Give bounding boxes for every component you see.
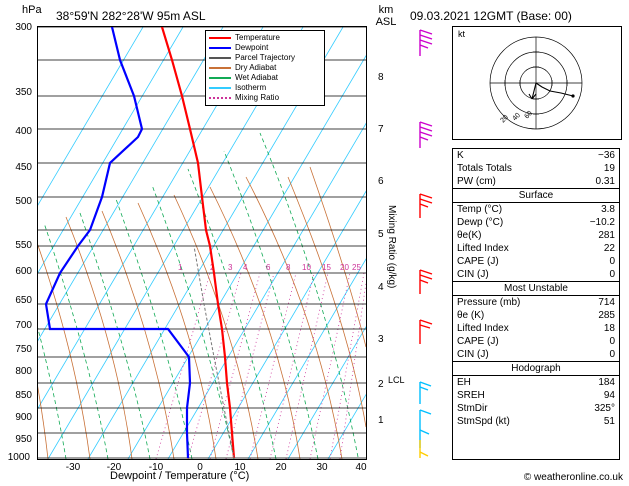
index-value-totals-totals: 19 (603, 163, 615, 174)
index-row-surface-cin (453, 268, 619, 281)
height-axis-unit: km (378, 4, 394, 16)
index-value-mu-cape: 0 (609, 336, 615, 347)
index-value-surface-dewp: −10.2 (589, 217, 615, 228)
index-value-pw: 0.31 (595, 176, 615, 187)
wind-barb-column (398, 26, 446, 460)
index-value-mu-pressure: 714 (598, 297, 615, 308)
indices-panel (452, 148, 620, 460)
index-label-mu-pressure: Pressure (mb) (457, 297, 521, 308)
index-row-surface-temp (453, 203, 619, 216)
svg-text:3: 3 (228, 263, 233, 272)
wind-barb-300 (420, 30, 432, 56)
km-tick-1: 1 (378, 415, 384, 426)
svg-text:25: 25 (352, 263, 361, 272)
section-header-surface: Surface (453, 188, 619, 203)
copyright-footer: © weatheronline.co.uk (523, 472, 623, 483)
wet-adiabat-lines (38, 133, 358, 459)
index-row-mu-thetae (453, 309, 619, 322)
pressure-tick-1000: 1000 (7, 452, 30, 463)
index-row-mu-cin (453, 348, 619, 361)
svg-text:20: 20 (340, 263, 349, 272)
legend-item-parcel (209, 53, 321, 63)
pressure-tick-300: 300 (15, 22, 32, 33)
index-row-mu-cape (453, 335, 619, 348)
index-row-pw (453, 175, 619, 188)
legend-swatch-mixing-ratio-icon (209, 97, 231, 99)
plot-legend (205, 30, 325, 106)
hodograph-trace (536, 83, 573, 96)
wind-barb-400 (420, 122, 432, 148)
pressure-tick-800: 800 (15, 366, 32, 377)
index-label-surface-temp: Temp (°C) (457, 204, 503, 215)
pressure-tick-500: 500 (15, 196, 32, 207)
legend-label-dewpoint: Dewpoint (235, 43, 269, 52)
legend-swatch-wet-adiabat-icon (209, 77, 231, 79)
index-label-k: K (457, 150, 464, 161)
legend-item-dewpoint (209, 43, 321, 53)
index-row-surface-lifted-index (453, 242, 619, 255)
temp-tick-20: 20 (275, 462, 287, 473)
pressure-tick-650: 650 (15, 295, 32, 306)
section-header-hodograph: Hodograph (453, 361, 619, 376)
pressure-tick-850: 850 (15, 390, 32, 401)
legend-item-isotherm (209, 83, 321, 93)
x-axis-title: Dewpoint / Temperature (°C) (110, 470, 250, 482)
index-row-surface-thetae (453, 229, 619, 242)
legend-swatch-dewpoint-icon (209, 47, 231, 49)
index-value-surface-lifted-index: 22 (603, 243, 615, 254)
svg-text:15: 15 (322, 263, 331, 272)
index-label-stmdir: StmDir (457, 403, 488, 414)
hodograph-svg (453, 27, 619, 137)
index-label-eh: EH (457, 377, 471, 388)
wind-barb-800 (420, 382, 431, 404)
svg-text:6: 6 (266, 263, 271, 272)
index-label-sreh: SREH (457, 390, 485, 401)
legend-swatch-isotherm-icon (209, 87, 231, 89)
station-title: 38°59'N 282°28'W 95m ASL (56, 9, 206, 23)
mixing-ratio-axis-title: Mixing Ratio (g/kg) (386, 205, 397, 289)
index-row-stmdir (453, 402, 619, 415)
legend-item-dry-adiabat (209, 63, 321, 73)
pressure-tick-400: 400 (15, 126, 32, 137)
legend-item-wet-adiabat (209, 73, 321, 83)
km-tick-7: 7 (378, 124, 384, 135)
hodograph-endpoint (571, 94, 574, 97)
legend-item-mixing-ratio (209, 93, 321, 103)
temp-tick-30: 30 (316, 462, 328, 473)
index-label-stmspd: StmSpd (kt) (457, 416, 510, 427)
run-datetime-title: 09.03.2021 12GMT (Base: 00) (410, 9, 572, 23)
temp-tick-10: 10 (234, 462, 246, 473)
index-label-mu-cape: CAPE (J) (457, 336, 499, 347)
index-label-pw: PW (cm) (457, 176, 496, 187)
index-label-mu-lifted-index: Lifted Index (457, 323, 509, 334)
wind-barb-850 (420, 410, 431, 430)
index-label-surface-dewp: Dewp (°C) (457, 217, 504, 228)
mixing-ratio-labels (178, 263, 361, 272)
legend-label-temperature: Temperature (235, 33, 280, 42)
index-value-surface-cape: 0 (609, 256, 615, 267)
index-label-surface-cin: CIN (J) (457, 269, 489, 280)
legend-item-temperature (209, 33, 321, 43)
index-value-sreh: 94 (603, 390, 615, 401)
legend-label-isotherm: Isotherm (235, 83, 267, 92)
km-tick-6: 6 (378, 176, 384, 187)
index-value-mu-thetae: 285 (598, 310, 615, 321)
km-tick-5: 5 (378, 229, 384, 240)
index-value-stmdir: 325° (594, 403, 615, 414)
wind-barb-500 (420, 194, 432, 218)
km-tick-2: 2 (378, 379, 384, 390)
index-label-mu-cin: CIN (J) (457, 349, 489, 360)
pressure-tick-900: 900 (15, 412, 32, 423)
index-label-totals-totals: Totals Totals (457, 163, 512, 174)
legend-swatch-dry-adiabat-icon (209, 67, 231, 69)
hodograph-storm-vector (529, 83, 536, 99)
pressure-tick-750: 750 (15, 344, 32, 355)
index-value-k: −36 (598, 150, 615, 161)
index-label-surface-thetae: θe(K) (457, 230, 482, 241)
height-axis-ref: ASL (375, 16, 397, 28)
index-value-mu-lifted-index: 18 (603, 323, 615, 334)
svg-text:10: 10 (302, 263, 311, 272)
km-tick-4: 4 (378, 282, 384, 293)
legend-label-dry-adiabat: Dry Adiabat (235, 63, 277, 72)
temp-tick-40: 40 (355, 462, 367, 473)
wind-barb-900 (420, 430, 429, 448)
legend-label-mixing-ratio: Mixing Ratio (235, 93, 280, 102)
temp-tick-0: 0 (197, 462, 203, 473)
dewpoint-trace (46, 27, 190, 458)
index-value-surface-cin: 0 (609, 269, 615, 280)
index-value-surface-thetae: 281 (598, 230, 615, 241)
index-label-mu-thetae: θe (K) (457, 310, 485, 321)
index-value-eh: 184 (598, 377, 615, 388)
km-tick-8: 8 (378, 72, 384, 83)
wind-barb-700 (420, 320, 432, 344)
index-value-surface-temp: 3.8 (601, 204, 615, 215)
km-tick-3: 3 (378, 334, 384, 345)
svg-text:1: 1 (178, 263, 183, 272)
hodograph-unit-label: kt (458, 29, 466, 39)
svg-text:4: 4 (243, 263, 248, 272)
legend-swatch-parcel-icon (209, 57, 231, 59)
svg-text:40: 40 (511, 111, 522, 123)
svg-text:8: 8 (286, 263, 291, 272)
hodograph-panel (452, 26, 622, 140)
index-row-surface-cape (453, 255, 619, 268)
index-row-sreh (453, 389, 619, 402)
pressure-tick-450: 450 (15, 162, 32, 173)
pressure-axis-unit: hPa (22, 4, 42, 16)
dry-adiabat-lines (38, 167, 366, 459)
wind-barb-600 (420, 270, 432, 294)
legend-swatch-temperature-icon (209, 37, 231, 39)
lcl-label: LCL (388, 375, 405, 385)
svg-text:20: 20 (499, 113, 510, 125)
legend-label-wet-adiabat: Wet Adiabat (235, 73, 278, 82)
index-value-mu-cin: 0 (609, 349, 615, 360)
pressure-tick-600: 600 (15, 266, 32, 277)
index-label-surface-cape: CAPE (J) (457, 256, 499, 267)
pressure-tick-700: 700 (15, 320, 32, 331)
legend-label-parcel: Parcel Trajectory (235, 53, 296, 62)
index-row-mu-lifted-index (453, 322, 619, 335)
temp-tick--20: -20 (106, 462, 122, 473)
index-row-k (453, 149, 619, 162)
temp-tick--10: -10 (148, 462, 164, 473)
index-label-surface-lifted-index: Lifted Index (457, 243, 509, 254)
hodograph-ring-labels (499, 110, 534, 125)
pressure-tick-550: 550 (15, 240, 32, 251)
pressure-tick-950: 950 (15, 434, 32, 445)
index-row-surface-dewp (453, 216, 619, 229)
svg-text:60: 60 (523, 109, 534, 121)
temp-tick--30: -30 (65, 462, 81, 473)
index-row-stmspd (453, 415, 619, 428)
section-header-most-unstable: Most Unstable (453, 281, 619, 296)
index-row-eh (453, 376, 619, 389)
index-value-stmspd: 51 (603, 416, 615, 427)
wind-barb-950 (420, 440, 428, 458)
index-row-mu-pressure (453, 296, 619, 309)
index-row-totals-totals (453, 162, 619, 175)
pressure-tick-350: 350 (15, 87, 32, 98)
svg-text:2: 2 (210, 263, 215, 272)
